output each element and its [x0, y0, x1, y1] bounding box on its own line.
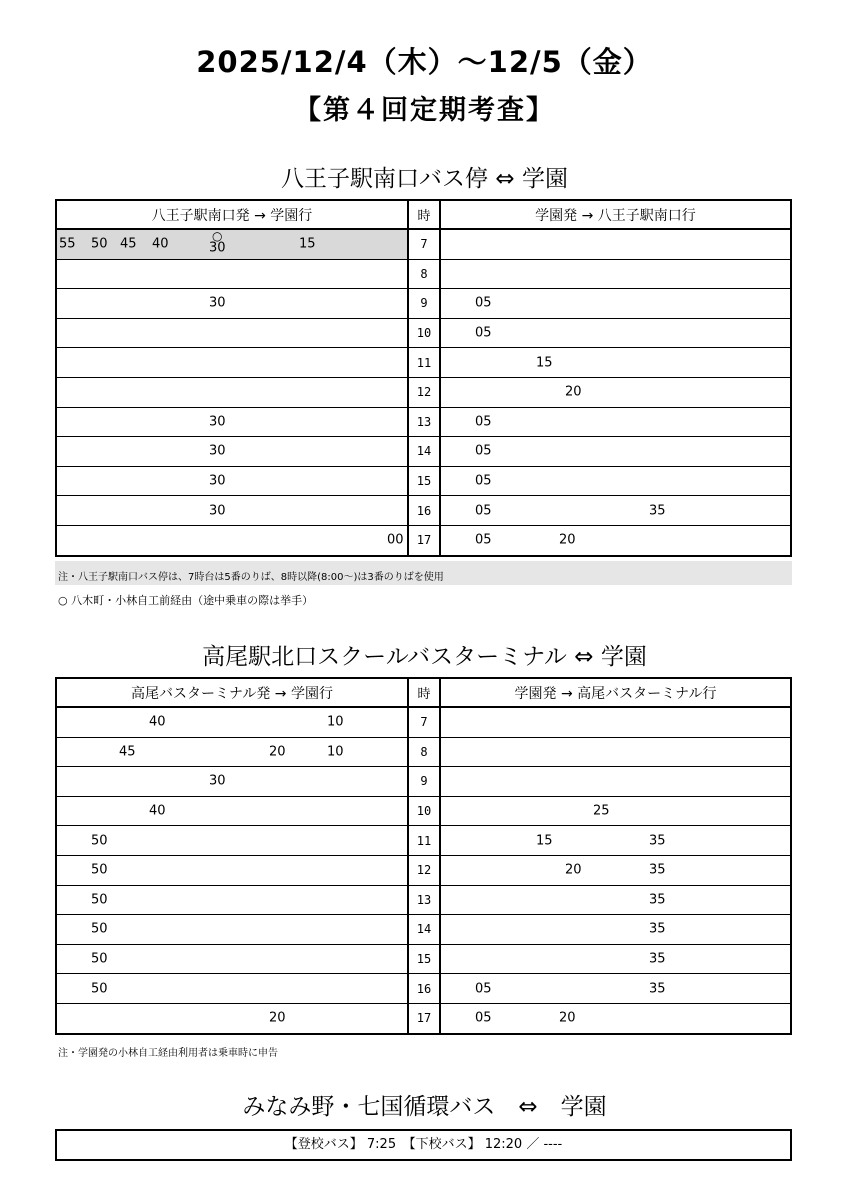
- departures-from-school: [440, 944, 791, 974]
- departure-minute: 35: [649, 862, 666, 878]
- departures-from-school: [440, 525, 791, 555]
- table-row: [56, 525, 791, 555]
- title-dates: 2025/12/4（木）～12/5（金）: [196, 45, 653, 79]
- departures-to-school: [56, 466, 408, 496]
- hachioji-timetable: [55, 199, 792, 557]
- hour-cell: 14: [408, 437, 440, 467]
- departures-to-school: [56, 826, 408, 856]
- hour-cell: 9: [408, 289, 440, 319]
- departure-minute: 50: [91, 921, 108, 937]
- departure-minute: 35: [649, 503, 666, 519]
- departure-minute: 45: [120, 236, 137, 252]
- departure-minute: 40: [152, 236, 169, 252]
- departure-minute: 35: [649, 892, 666, 908]
- departure-minute: 45: [119, 744, 136, 760]
- departure-minute: 40: [149, 803, 166, 819]
- departures-to-school: [56, 259, 408, 289]
- departures-from-school: [440, 259, 791, 289]
- departures-to-school: [56, 525, 408, 555]
- hour-cell: 14: [408, 915, 440, 945]
- departures-to-school: [56, 496, 408, 526]
- table-row: [56, 466, 791, 496]
- departure-minute: 10: [327, 714, 344, 730]
- hour-cell: 15: [408, 944, 440, 974]
- minamino-bus-info: 【登校バス】 7:25 【下校バス】 12:20 ／ ----: [55, 1129, 792, 1161]
- hour-cell: 12: [408, 377, 440, 407]
- table-row: [56, 826, 791, 856]
- departures-to-school: [56, 737, 408, 767]
- table-row: [56, 737, 791, 767]
- hour-cell: 11: [408, 826, 440, 856]
- departures-from-school: [440, 1003, 791, 1033]
- departure-minute: 30: [209, 295, 226, 311]
- hour-cell: 16: [408, 974, 440, 1004]
- departure-minute: 05: [475, 473, 492, 489]
- departure-minute: 20: [559, 532, 576, 548]
- departures-to-school: [56, 707, 408, 737]
- departures-from-school: [440, 466, 791, 496]
- departure-minute: 00: [387, 532, 404, 548]
- departures-to-school: [56, 944, 408, 974]
- note-hachioji-route: ○ 八木町・小林自工前経由（途中乗車の際は挙手）: [58, 594, 314, 607]
- table-row: [56, 767, 791, 797]
- table-row: [56, 318, 791, 348]
- departures-from-school: [440, 348, 791, 378]
- hour-cell: 7: [408, 707, 440, 737]
- departure-minute: 05: [475, 443, 492, 459]
- departure-minute: 30: [209, 240, 226, 256]
- departure-minute: 05: [475, 981, 492, 997]
- hour-cell: 7: [408, 229, 440, 259]
- departure-minute: 05: [475, 414, 492, 430]
- departure-minute: 05: [475, 1010, 492, 1026]
- hour-cell: 13: [408, 885, 440, 915]
- route-circle-marker: ○: [212, 229, 223, 243]
- departures-from-school: [440, 707, 791, 737]
- departure-minute: 50: [91, 236, 108, 252]
- departures-from-school: [440, 885, 791, 915]
- departure-minute: 35: [649, 833, 666, 849]
- departures-to-school: [56, 796, 408, 826]
- table-row: [56, 974, 791, 1004]
- hour-cell: 13: [408, 407, 440, 437]
- departure-minute: 35: [649, 981, 666, 997]
- departure-minute: 15: [299, 236, 316, 252]
- section-title-hachioji: 八王子駅南口バス停 ⇔ 学園: [281, 166, 568, 192]
- hour-cell: 16: [408, 496, 440, 526]
- departure-minute: 30: [209, 503, 226, 519]
- col-header-to-school: 八王子駅南口発 → 学園行: [56, 200, 408, 229]
- departure-minute: 25: [593, 803, 610, 819]
- departures-from-school: [440, 437, 791, 467]
- table-row: [56, 229, 791, 259]
- hour-cell: 10: [408, 796, 440, 826]
- departures-from-school: [440, 826, 791, 856]
- table-row: [56, 407, 791, 437]
- departure-minute: 50: [91, 892, 108, 908]
- table-row: [56, 885, 791, 915]
- table-row: [56, 855, 791, 885]
- departures-from-school: [440, 496, 791, 526]
- departures-from-school: [440, 915, 791, 945]
- section-title-minamino: みなみ野・七国循環バス ⇔ 学園: [242, 1094, 607, 1120]
- departure-minute: 30: [209, 414, 226, 430]
- departure-minute: 05: [475, 325, 492, 341]
- departure-minute: 30: [209, 443, 226, 459]
- departures-to-school: [56, 915, 408, 945]
- departure-minute: 20: [559, 1010, 576, 1026]
- departures-from-school: [440, 796, 791, 826]
- departures-from-school: [440, 407, 791, 437]
- departure-minute: 30: [209, 773, 226, 789]
- departure-minute: 05: [475, 503, 492, 519]
- title-exam: 【第４回定期考査】: [294, 95, 555, 126]
- table-row: [56, 707, 791, 737]
- table-row: [56, 348, 791, 378]
- table-row: [56, 496, 791, 526]
- departure-minute: 20: [565, 384, 582, 400]
- col-header-hour: 時: [408, 200, 440, 229]
- departure-minute: 50: [91, 833, 108, 849]
- departure-minute: 10: [327, 744, 344, 760]
- departure-minute: 20: [269, 1010, 286, 1026]
- departures-to-school: [56, 229, 408, 259]
- table-row: [56, 289, 791, 319]
- table-row: [56, 1003, 791, 1033]
- departures-to-school: [56, 885, 408, 915]
- hour-cell: 12: [408, 855, 440, 885]
- note-hachioji-platform: 注・八王子駅南口バス停は、7時台は5番のりば、8時以降(8:00～)は3番のりばを使用: [58, 572, 444, 583]
- table-row: [56, 377, 791, 407]
- col-header-from-school: 学園発 → 高尾バスターミナル行: [440, 678, 791, 707]
- departure-minute: 50: [91, 862, 108, 878]
- table-row: [56, 437, 791, 467]
- departure-minute: 30: [209, 473, 226, 489]
- col-header-to-school: 高尾バスターミナル発 → 学園行: [56, 678, 408, 707]
- hour-cell: 8: [408, 737, 440, 767]
- departures-to-school: [56, 348, 408, 378]
- departures-to-school: [56, 377, 408, 407]
- departures-from-school: [440, 289, 791, 319]
- table-row: [56, 796, 791, 826]
- departures-to-school: [56, 407, 408, 437]
- departure-minute: 20: [269, 744, 286, 760]
- departures-to-school: [56, 974, 408, 1004]
- departure-minute: 15: [536, 833, 553, 849]
- col-header-from-school: 学園発 → 八王子駅南口行: [440, 200, 791, 229]
- hour-cell: 9: [408, 767, 440, 797]
- departures-from-school: [440, 737, 791, 767]
- departures-from-school: [440, 377, 791, 407]
- departures-from-school: [440, 855, 791, 885]
- hour-cell: 8: [408, 259, 440, 289]
- departures-to-school: [56, 1003, 408, 1033]
- takao-timetable: [55, 677, 792, 1035]
- table-row: [56, 944, 791, 974]
- table-row: [56, 915, 791, 945]
- table-row: [56, 259, 791, 289]
- hour-cell: 17: [408, 1003, 440, 1033]
- departures-to-school: [56, 318, 408, 348]
- departures-from-school: [440, 318, 791, 348]
- section-title-takao: 高尾駅北口スクールバスターミナル ⇔ 学園: [202, 644, 647, 670]
- hour-cell: 10: [408, 318, 440, 348]
- departure-minute: 55: [59, 236, 76, 252]
- note-takao: 注・学園発の小林自工経由利用者は乗車時に申告: [58, 1048, 278, 1059]
- hour-cell: 17: [408, 525, 440, 555]
- hour-cell: 11: [408, 348, 440, 378]
- col-header-hour: 時: [408, 678, 440, 707]
- departures-to-school: [56, 289, 408, 319]
- departure-minute: 40: [149, 714, 166, 730]
- departure-minute: 35: [649, 921, 666, 937]
- departure-minute: 05: [475, 532, 492, 548]
- departure-minute: 50: [91, 951, 108, 967]
- departures-to-school: [56, 855, 408, 885]
- hour-cell: 15: [408, 466, 440, 496]
- departures-from-school: [440, 767, 791, 797]
- departure-minute: 05: [475, 295, 492, 311]
- departure-minute: 35: [649, 951, 666, 967]
- departure-minute: 15: [536, 355, 553, 371]
- departures-to-school: [56, 437, 408, 467]
- departure-minute: 50: [91, 981, 108, 997]
- departure-minute: 20: [565, 862, 582, 878]
- departures-from-school: [440, 229, 791, 259]
- departures-from-school: [440, 974, 791, 1004]
- departures-to-school: [56, 767, 408, 797]
